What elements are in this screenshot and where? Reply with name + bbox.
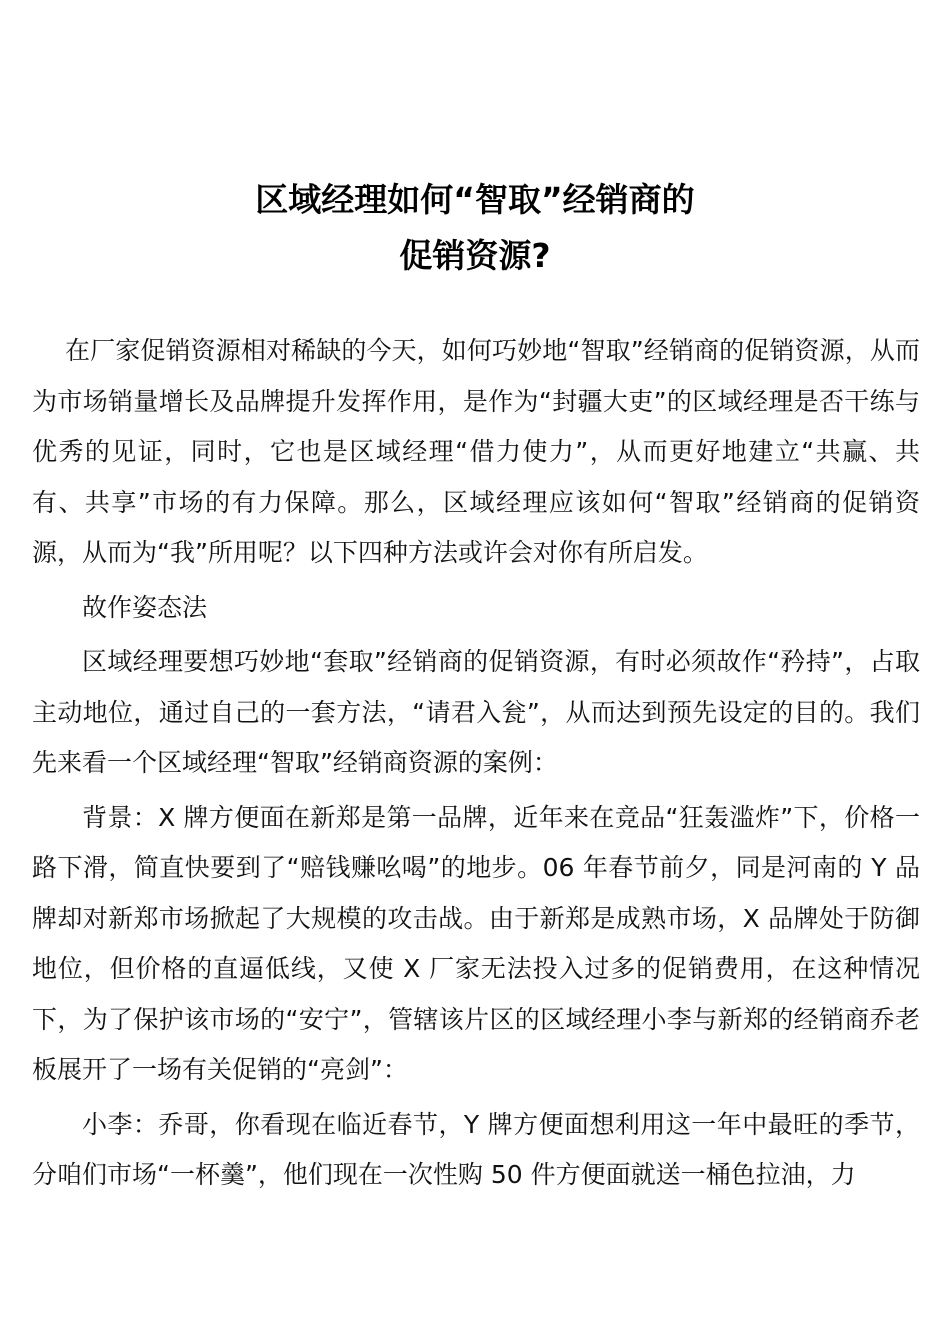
- section-heading: 故作姿态法: [82, 592, 208, 622]
- paragraph-method: 区域经理要想巧妙地“套取”经销商的促销资源，有时必须故作“矜持”，占取主动地位，通过自己的一套方法，“请君入瓮”，从而达到预先设定的目的。我们先来看一个区域经理“智取”经销商资源的案例：: [32, 647, 920, 777]
- paragraph-intro: 在厂家促销资源相对稀缺的今天，如何巧妙地“智取”经销商的促销资源，从而为市场销量增长及品牌提升发挥作用，是作为“封疆大吏”的区域经理是否干练与优秀的见证，同时，它也是区域经理“借力使力”，从而更好地建立“共赢、共有、共享”市场的有力保障。那么，区域经理应该如何“智取”经销商的促销资源，从而为“我”所用呢？以下四种方法或许会对你有所启发。: [32, 336, 920, 567]
- document-title-line2: 促销资源?: [399, 236, 551, 275]
- paragraph-background: 背景：X 牌方便面在新郑是第一品牌，近年来在竞品“狂轰滥炸”下，价格一路下滑，简直快要到了“赔钱赚吆喝”的地步。06 年春节前夕，同是河南的 Y 品牌却对新郑市场掀起了大规模的攻击战。由于新郑是成熟市场，X 品牌处于防御地位，但价格的直逼低线，又使 X 厂家无法投入过多的促销费用，在这种情况下，为了保护该市场的“安宁”，管辖该片区的区域经理小李与新郑的经销商乔老板展开了一场有关促销的“亮剑”：: [32, 802, 920, 1084]
- document-title-line1: 区域经理如何“智取”经销商的: [255, 180, 695, 219]
- document-body: [32, 326, 920, 1201]
- paragraph-dialogue: 小李：乔哥，你看现在临近春节，Y 牌方便面想利用这一年中最旺的季节，分咱们市场“一杯羹”，他们现在一次性购 50 件方便面就送一桶色拉油，力: [32, 1109, 920, 1189]
